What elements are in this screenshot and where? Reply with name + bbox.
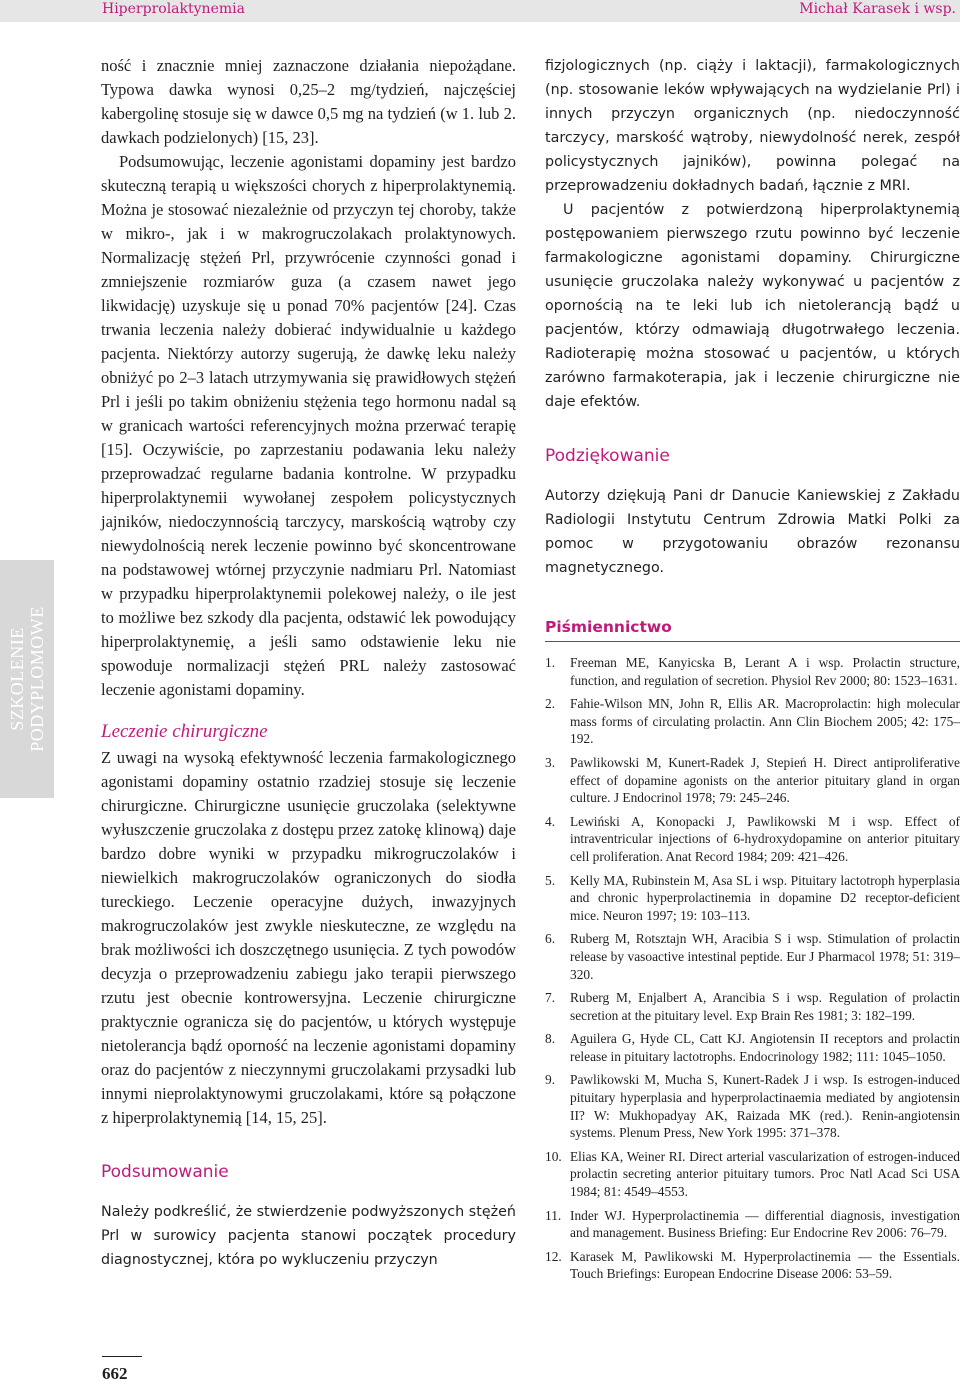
reference-text: Ruberg M, Rotsztajn WH, Aracibia S i wsp. Stimulation of prolactin release by vasoactive intestinal peptide. Eur J Pharmacol 1978; 51: 319–320. [570,931,960,982]
reference-number: 11. [545,1207,562,1223]
section-heading-thanks: Podziękowanie [545,446,670,466]
reference-number: 7. [545,990,556,1006]
reference-item [545,1148,960,1201]
header-title: Hiperprolaktynemia [102,1,245,17]
footer-rule [102,1356,142,1357]
subsection-heading-surgery: Leczenie chirurgiczne [101,721,268,742]
sidebar-label [7,606,47,752]
reference-text: Elias KA, Weiner RI. Direct arterial vascularization of estrogen-induced prolactin secreting anterior pituitary tumors. Proc Natl Acad Sci USA 1984; 81: 4549–4553. [570,1148,960,1200]
paragraph: Autorzy dziękują Pani dr Danucie Kaniewskiej z Zakładu Radiologii Instytutu Centrum Zdrowia Matki Polki za pomoc w przygotowaniu obrazów rezonansu magnetycznego. [545,488,960,576]
reference-text: Lewiński A, Konopacki J, Pawlikowski M i wsp. Effect of intraventricular injections of 6-hydroxydopamine on anterior pituitary cell proliferation. Anat Record 1984; 209: 421–426. [570,813,960,864]
reference-item [545,1030,960,1065]
reference-number: 4. [545,813,556,829]
reference-item [545,654,960,689]
paragraph: ność i znacznie mniej zaznaczone działania niepożądane. Typowa dawka wynosi 0,25–2 mg/tydzień, najczęściej kabergolinę stosuje się w dawce 0,5 mg na tydzień (w 1. lub 2. dawkach podzielonych) [15, 23]. [101,56,516,147]
reference-item [545,989,960,1024]
paragraph: U pacjentów z potwierdzoną hiperprolaktynemią postępowaniem pierwszego rzutu powinno być leczenie farmakologiczne agonistami dopaminy. Chirurgiczne usunięcie gruczolaka należy wykonywać u pacjentów z opornością na te leki lub ich nietolerancją bądź u pacjentów, którzy odmawiają długotrwałego leczenia. Radioterapię można stosować u pacjentów, u których zarówno farmakoterapia, jak i leczenie chirurgiczne nie daje efektów. [545,202,960,410]
reference-text: Karasek M, Pawlikowski M. Hyperprolactinemia — the Essentials. Touch Briefings: European Endocrine Disease 2006: 53–59. [570,1248,960,1282]
reference-number: 9. [545,1072,556,1088]
reference-number: 12. [545,1248,562,1264]
reference-item [545,754,960,807]
sidebar-label-line2: PODYPLOMOWE [27,606,47,752]
reference-item [545,1248,960,1283]
reference-number: 8. [545,1031,556,1047]
paragraph: fizjologicznych (np. ciąży i laktacji), farmakologicznych (np. stosowanie leków wpływających na wydzielanie Prl) i innych przyczyn organicznych (np. niedoczynność tarczycy, marskość wątroby, niewydolność nerek, zespół policystycznych jajników), powinna polegać na przeprowadzeniu dokładnych badań, łącznie z MRI. [545,58,960,194]
reference-text: Kelly MA, Rubinstein M, Asa SL i wsp. Pituitary lactotroph hyperplasia and chronic hyperprolactinemia in dopamine D2 receptor-deficient mice. Neuron 1997; 19: 103–113. [570,872,960,923]
right-column [545,54,960,1289]
reference-number: 2. [545,696,556,712]
reference-item [545,930,960,983]
reference-item [545,813,960,866]
paragraph: Podsumowując, leczenie agonistami dopaminy jest bardzo skuteczną terapią u większości chorych z hiperprolaktynemią. Można je stosować niezależnie od przyczyn tej choroby, także w mikro-, jak i w makrogruczolakach prolaktynowych. Normalizację stężeń Prl, przywrócenie czynności gonad i zmniejszenie rozmiarów guza (a czasem nawet jego likwidację) uzyskuje się u ponad 70% pacjentów [24]. Czas trwania leczenia należy dobierać indywidualnie u każdego pacjenta. Niektórzy autorzy sugerują, że dawkę leku należy obniżyć po 2–3 latach utrzymywania się prawidłowych stężeń Prl i jeśli po takim obniżeniu stężenia tego hormonu nadal są w granicach wartości referencyjnych można przerwać terapię [15]. Oczywiście, po zaprzestaniu podawania leku należy przeprowadzać regularne badania kontrolne. W przypadku hiperprolaktynemii wywołanej zespołem policystycznych jajników, niedoczynnością tarczycy, marskością wątroby czy niewydolnością nerek leczenie powinno być skoncentrowane na podstawowej wtórnej przyczynie nadmiaru Prl. Natomiast w przypadku hiperprolaktynemii polekowej należy, o ile jest to możliwe bez szkody dla pacjenta, odstawić lek powodujący hiperprolaktynemię, a jeśli samo odstawienie leku nie spowoduje normalizacji stężeń PRL należy zastosować leczenie agonistami dopaminy. [101,152,516,699]
references-heading: Piśmiennictwo [545,616,960,642]
reference-number: 5. [545,872,556,888]
reference-text: Pawlikowski M, Mucha S, Kunert-Radek J i wsp. Is estrogen-induced pituitary hyperplasia and hyperprolactinaemia mediated by angiotensin II? W: Mukhopadyay AK, Raizada MK (red.). Renin-angiotensin systems. Plenum Press, New York 1995: 371–378. [570,1072,960,1141]
sidebar-label-line1: SZKOLENIE [7,627,27,731]
reference-list [545,654,960,1283]
reference-number: 1. [545,655,556,670]
running-header [0,0,960,22]
reference-item [545,872,960,925]
section-sidebar-tab [0,560,54,798]
paragraph: Z uwagi na wysoką efektywność leczenia farmakologicznego agonistami dopaminy ostatnio rzadziej stosuje się leczenie chirurgiczne. Chirurgiczne usunięcie gruczolaka (selektywne wyłuszczenie gruczolaka z dostępu przez zatokę klinową) daje bardzo dobre wyniki w przypadku mikrogruczolaków i niewielkich makrogruczolaków ograniczonych do siodła tureckiego. Leczenie operacyjne dużych, inwazyjnych makrogruczolaków jest zwykle nieskuteczne, ze względu na brak możliwości ich doszczętnego usunięcia. Z tych powodów decyzja o przeprowadzeniu zabiegu jako terapii pierwszego rzutu jest obecnie kontrowersyjna. Leczenie chirurgiczne praktycznie ogranicza się do pacjentów, u których występuje nietolerancja bądź oporność na leczenie agonistami dopaminy oraz do pacjentów z nieczynnymi gruczolakami przysadki lub innymi nieprolaktynowymi gruczolakami, które są połączone z hiperprolaktynemią [14, 15, 25]. [101,748,516,1127]
reference-number: 10. [545,1148,562,1164]
left-column [101,54,516,1272]
reference-text: Inder WJ. Hyperprolactinemia — differential diagnosis, investigation and management. Business Briefing: Eur Endocrine Rev 2006: 76–79. [570,1207,960,1241]
reference-text: Pawlikowski M, Kunert-Radek J, Stepień H. Direct antiproliferative effect of dopamine agonists on the anterior pituitary gland in organ culture. J Endocrinol 1978; 79: 245–246. [570,754,960,806]
reference-text: Aguilera G, Hyde CL, Catt KJ. Angiotensin II receptors and prolactin release in pituitary lactotrophs. Endocrinology 1982; 111: 1045–1050. [570,1031,960,1064]
page-number: 662 [102,1364,128,1383]
reference-text: Ruberg M, Enjalbert A, Arancibia S i wsp. Regulation of prolactin secretion at the pituitary level. Exp Brain Res 1981; 3: 182–199. [570,990,960,1023]
reference-text: Fahie-Wilson MN, John R, Ellis AR. Macroprolactin: high molecular mass forms of circulating prolactin. Ann Clin Biochem 2005; 42: 175–192. [570,696,960,747]
reference-text: Freeman ME, Kanyicska B, Lerant A i wsp. Prolactin structure, function, and regulation of secretion. Physiol Rev 2000; 80: 1523–1631. [570,655,960,688]
paragraph: Należy podkreślić, że stwierdzenie podwyższonych stężeń Prl w surowicy pacjenta stanowi początek procedury diagnostycznej, która po wykluczeniu przyczyn [101,1204,516,1268]
reference-number: 3. [545,754,556,770]
section-heading-summary: Podsumowanie [101,1162,229,1182]
reference-item [545,1207,960,1242]
reference-item [545,695,960,748]
reference-item [545,1071,960,1141]
header-authors: Michał Karasek i wsp. [799,1,956,17]
reference-number: 6. [545,931,556,947]
